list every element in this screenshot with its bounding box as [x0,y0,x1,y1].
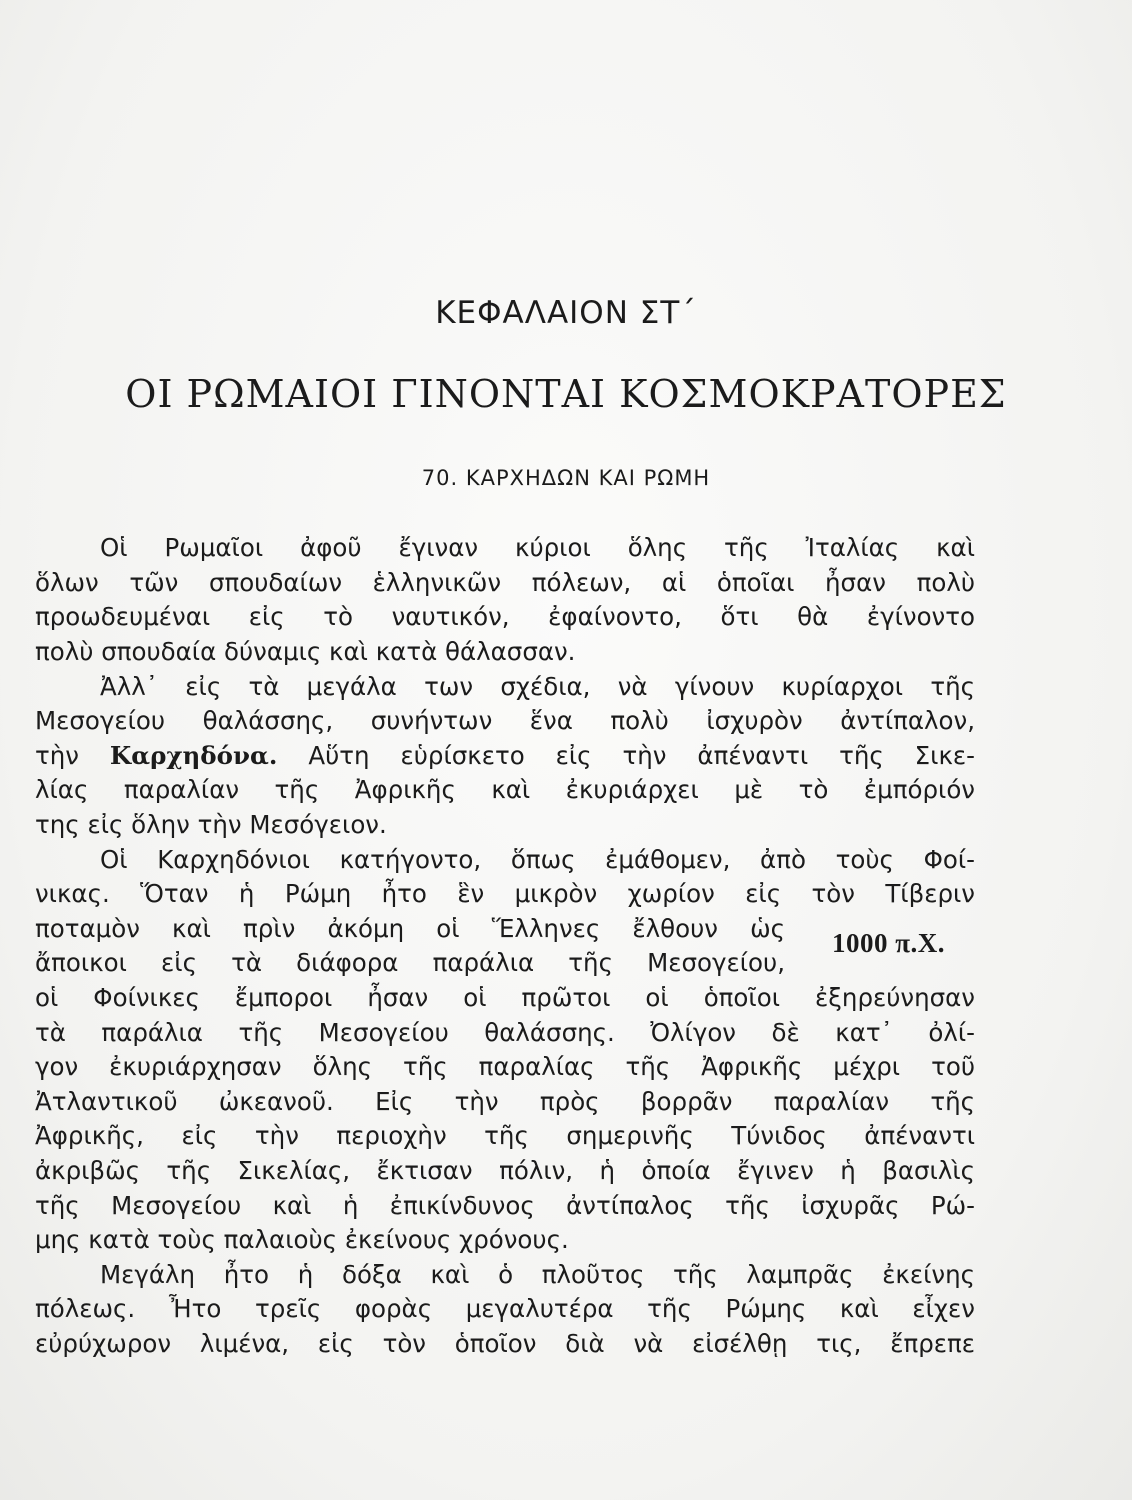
text-line: τὰ παράλια τῆς Μεσογείου θαλάσσης. Ὀλίγον δὲ κατ᾽ ὀλί- [35,1018,975,1047]
text-line: ποταμὸν καὶ πρὶν ἀκόμη οἱ Ἕλληνες ἔλθουν ὡς [35,914,785,943]
text-line: Μεγάλη ἦτο ἡ δόξα καὶ ὁ πλοῦτος τῆς λαμπρᾶς ἐκείνης [100,1260,975,1289]
text-line: Ἀφρικῆς, εἰς τὴν περιοχὴν τῆς σημερινῆς Τύνιδος ἀπέναντι [35,1121,975,1150]
text-line: νικας. Ὅταν ἡ Ρώμη ἦτο ἓν μικρὸν χωρίον εἰς τὸν Τίβεριν [35,879,975,908]
text-line: εὐρύχωρον λιμένα, εἰς τὸν ὁποῖον διὰ νὰ εἰσέλθῃ τις, ἔπρεπε [35,1329,975,1358]
text-line-with-emphasis [35,741,975,771]
text-line: γον ἐκυριάρχησαν ὅλης τῆς παραλίας τῆς Ἀφρικῆς μέχρι τοῦ [35,1052,975,1081]
text-line: Μεσογείου θαλάσσης, συνήντων ἕνα πολὺ ἰσχυρὸν ἀντίπαλον, [35,706,975,735]
text-line: ἀκριβῶς τῆς Σικελίας, ἔκτισαν πόλιν, ἡ ὁποία ἔγινεν ἡ βασιλὶς [35,1156,975,1185]
text-segment: τὴν [35,741,79,770]
text-line: Ἀτλαντικοῦ ὠκεανοῦ. Εἰς τὴν πρὸς βορρᾶν παραλίαν τῆς [35,1087,975,1116]
chapter-label: ΚΕΦΑΛΑΙΟΝ ΣΤ΄ [435,295,697,331]
chapter-title: ΟΙ ΡΩΜΑΙΟΙ ΓΙΝΟΝΤΑΙ ΚΟΣΜΟΚΡΑΤΟΡΕΣ [125,372,1007,416]
text-line: Οἱ Καρχηδόνιοι κατήγοντο, ὅπως ἐμάθομεν, ἀπὸ τοὺς Φοί- [100,845,975,874]
text-line: πολὺ σπουδαία δύναμις καὶ κατὰ θάλασσαν. [35,637,576,666]
text-line: μης κατὰ τοὺς παλαιοὺς ἐκείνους χρόνους. [35,1225,569,1254]
text-line: τῆς Μεσογείου καὶ ἡ ἐπικίνδυνος ἀντίπαλος τῆς ἰσχυρᾶς Ρώ- [35,1191,975,1220]
text-line: οἱ Φοίνικες ἔμποροι ἦσαν οἱ πρῶτοι οἱ ὁποῖοι ἐξηρεύνησαν [35,983,975,1012]
text-line: της εἰς ὅλην τὴν Μεσόγειον. [35,810,387,839]
text-line: προωδευμέναι εἰς τὸ ναυτικόν, ἐφαίνοντο, ὅτι θὰ ἐγίνοντο [35,602,975,631]
margin-date-note: 1000 π.Χ. [832,928,946,958]
section-title: 70. ΚΑΡΧΗΔΩΝ ΚΑΙ ΡΩΜΗ [421,466,711,490]
text-line: Οἱ Ρωμαῖοι ἀφοῦ ἔγιναν κύριοι ὅλης τῆς Ἰταλίας καὶ [100,533,975,562]
emphasis-carthage: Καρχηδόνα. [109,741,278,770]
text-line: πόλεως. Ἦτο τρεῖς φορὰς μεγαλυτέρα τῆς Ρώμης καὶ εἶχεν [35,1294,975,1323]
text-line: Ἀλλ᾽ εἰς τὰ μεγάλα των σχέδια, νὰ γίνουν κυρίαρχοι τῆς [100,672,975,701]
text-line: ἄποικοι εἰς τὰ διάφορα παράλια τῆς Μεσογείου, [35,948,785,977]
text-segment: Αὕτη εὑρίσκετο εἰς τὴν ἀπέναντι τῆς Σικε- [308,741,975,770]
text-line: ὅλων τῶν σπουδαίων ἑλληνικῶν πόλεων, αἱ ὁποῖαι ἦσαν πολὺ [35,568,975,597]
text-line: λίας παραλίαν τῆς Ἀφρικῆς καὶ ἐκυριάρχει μὲ τὸ ἐμπόριόν [35,775,975,804]
